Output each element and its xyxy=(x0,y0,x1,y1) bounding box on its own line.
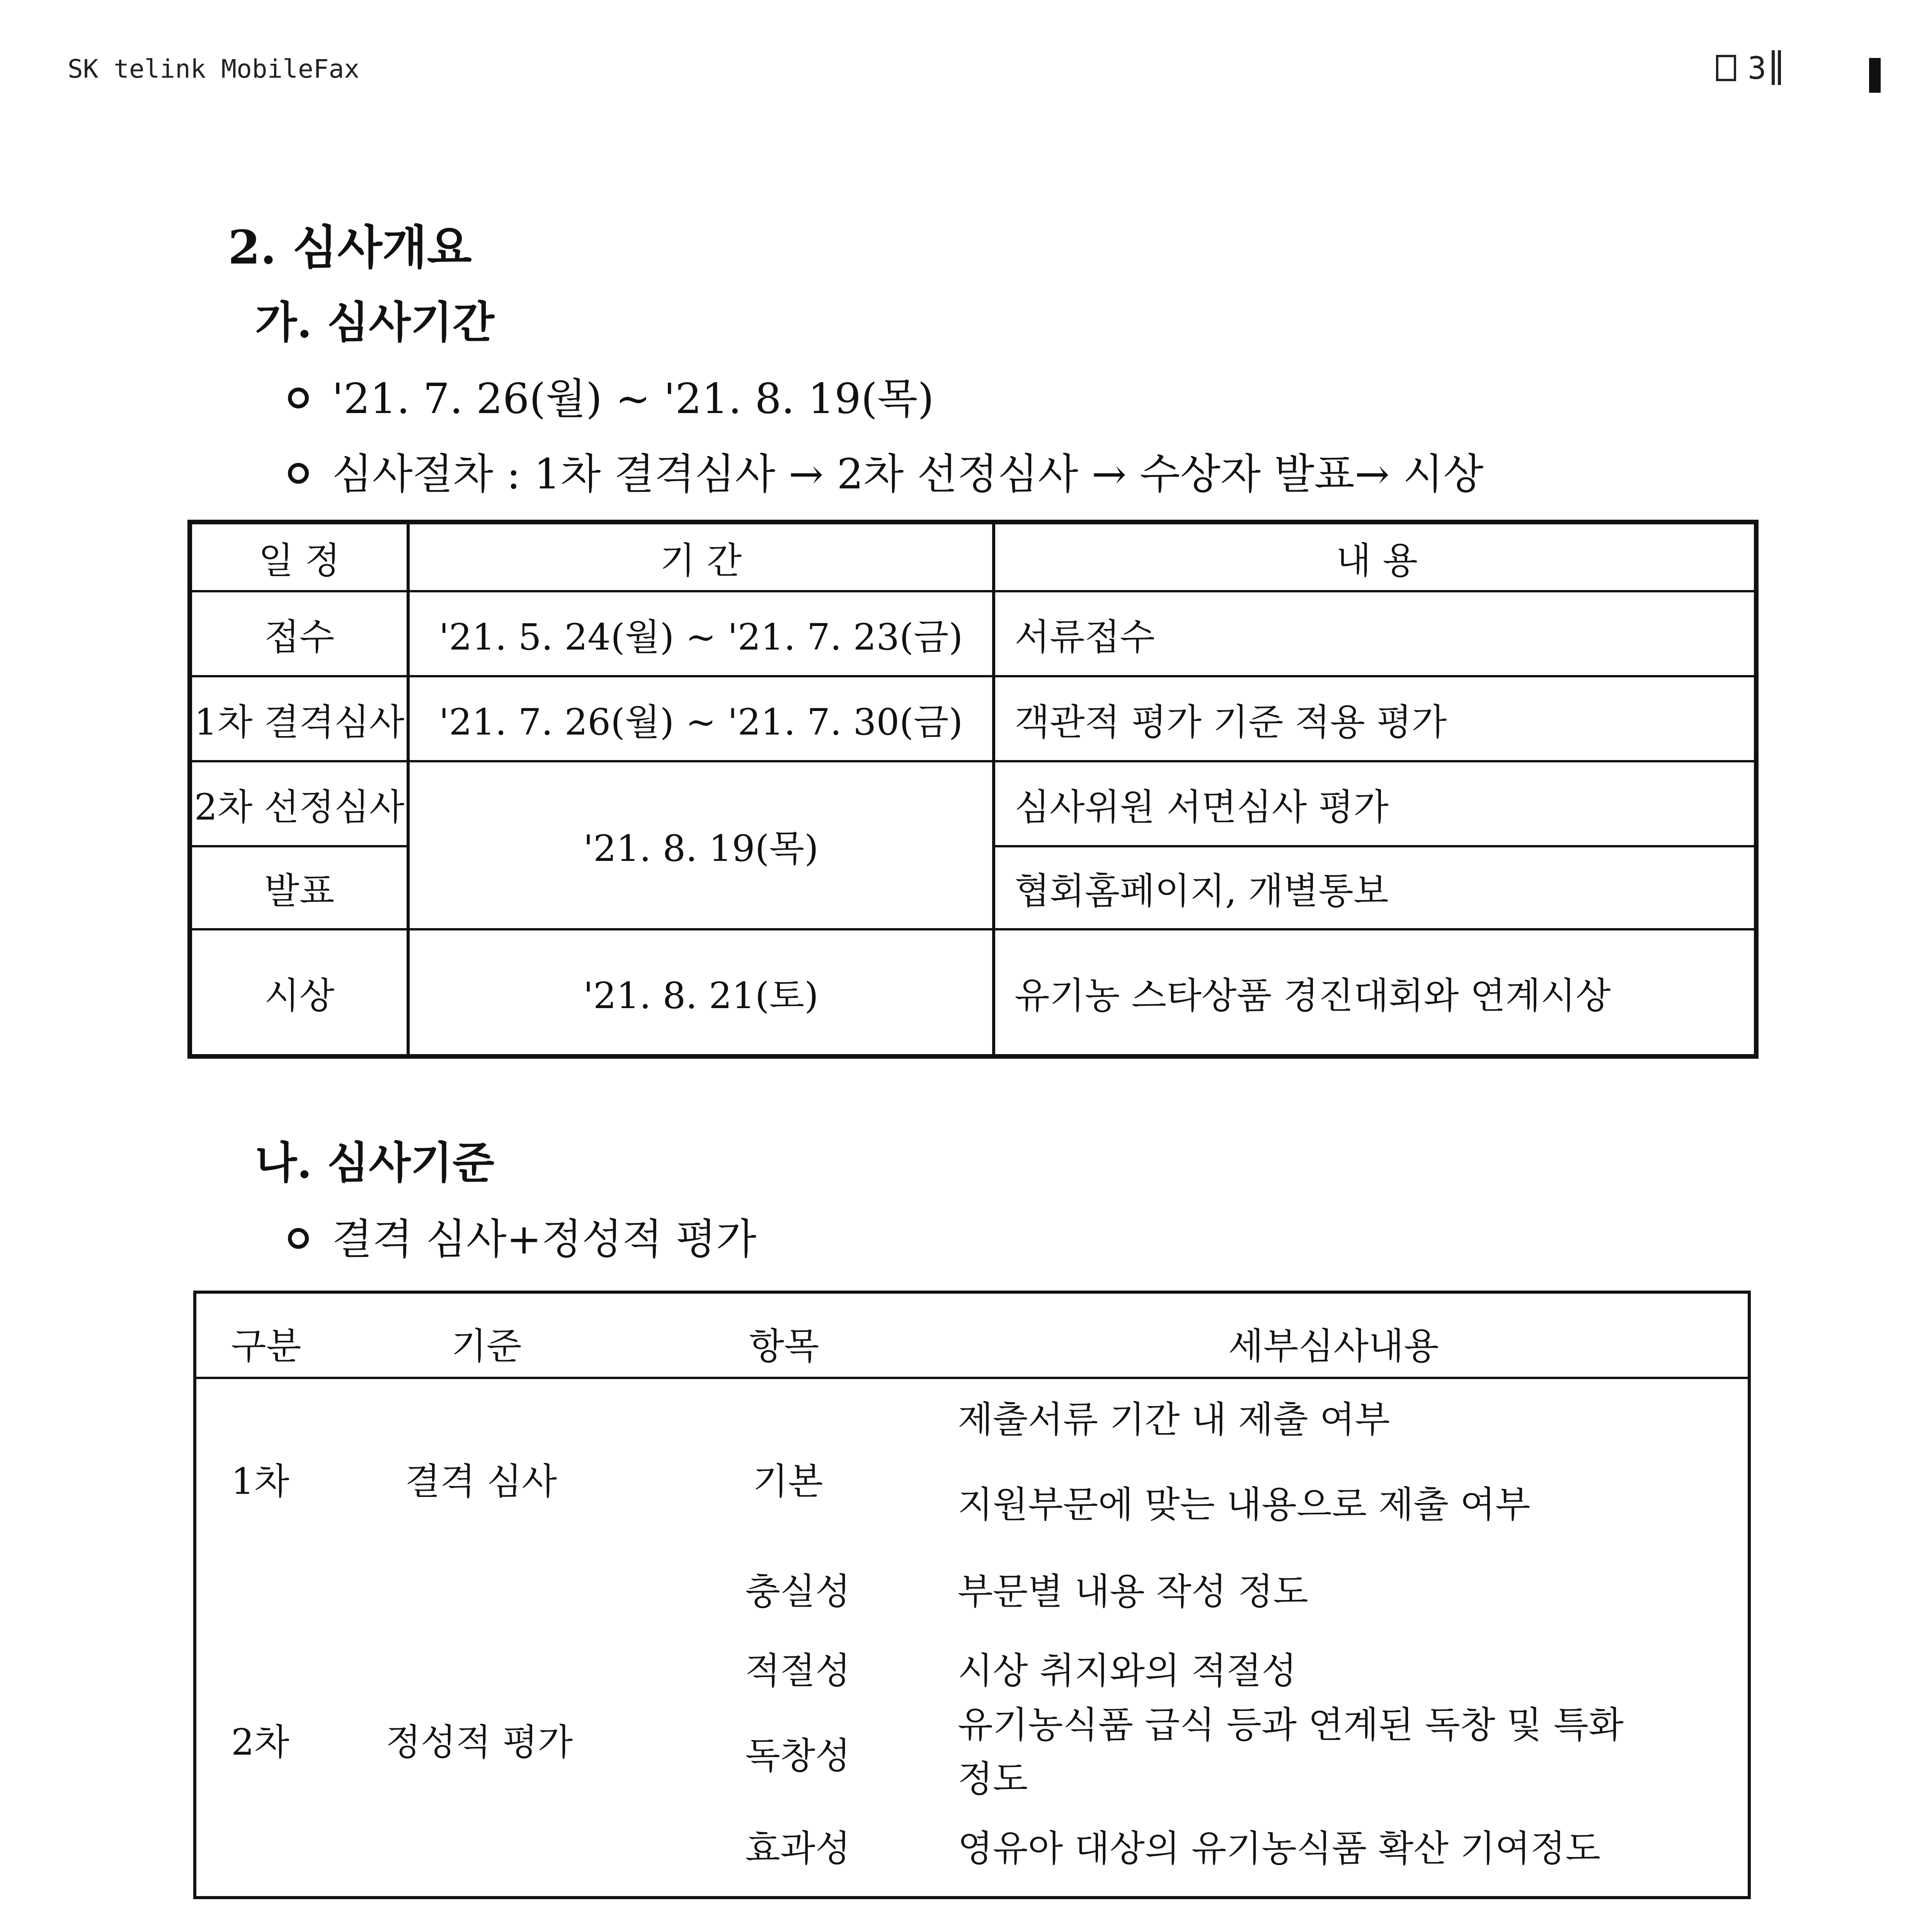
round2-detail-continued: 정도 xyxy=(958,1758,1028,1800)
section2-title: 2. 심사개요 xyxy=(228,220,472,275)
table-cell-stage: 발표 xyxy=(264,870,335,912)
criteria-header-detail: 세부심사내용 xyxy=(1228,1325,1439,1367)
double-bar-icon xyxy=(1772,50,1781,85)
document-icon xyxy=(1716,55,1736,81)
page-number-value: 3 xyxy=(1748,50,1767,86)
round1-criterion: 결격 심사 xyxy=(405,1461,557,1503)
table-header-period: 기 간 xyxy=(660,539,742,582)
round2-item: 적절성 xyxy=(745,1650,851,1692)
fax-header-label: SK telink MobileFax xyxy=(68,54,359,84)
review-period-text: '21. 7. 26(월) ~ '21. 8. 19(목) xyxy=(332,375,934,423)
table-divider xyxy=(992,524,995,1054)
table-cell-period: '21. 5. 24(월) ~ '21. 7. 23(금) xyxy=(439,616,963,658)
round2-label: 2차 xyxy=(231,1721,289,1764)
table-cell-stage: 시상 xyxy=(264,975,335,1017)
page-number xyxy=(1716,50,1781,86)
table-cell-content: 객관적 평가 기준 적용 평가 xyxy=(1015,701,1447,743)
round1-detail: 지원부문에 맞는 내용으로 제출 여부 xyxy=(958,1484,1531,1526)
criteria-text: 결격 심사+정성적 평가 xyxy=(332,1215,757,1264)
round2-item: 효과성 xyxy=(745,1828,851,1870)
round1-label: 1차 xyxy=(231,1461,289,1503)
table-cell-stage: 접수 xyxy=(264,616,335,658)
table-cell-content: 심사위원 서면심사 평가 xyxy=(1015,786,1389,828)
round2-detail: 유기농식품 급식 등과 연계된 독창 및 특화 xyxy=(958,1704,1624,1746)
round2-item: 충실성 xyxy=(745,1571,851,1613)
table-cell-content: 유기농 스타상품 경진대회와 연계시상 xyxy=(1015,975,1611,1017)
table-cell-period: '21. 8. 21(토) xyxy=(583,975,819,1017)
round1-detail: 제출서류 기간 내 제출 여부 xyxy=(958,1399,1390,1441)
schedule-table xyxy=(187,520,1759,1059)
section2-sub-b-title: 나. 심사기준 xyxy=(255,1138,494,1188)
round2-detail: 시상 취지와의 적절성 xyxy=(958,1650,1297,1692)
round1-item: 기본 xyxy=(753,1461,823,1503)
review-period-bullet xyxy=(288,365,934,425)
round2-item: 독창성 xyxy=(745,1735,851,1777)
round2-detail: 부문별 내용 작성 정도 xyxy=(958,1571,1308,1613)
table-cell-stage: 2차 선정심사 xyxy=(194,786,405,828)
table-cell-content: 서류접수 xyxy=(1015,616,1155,658)
round2-criterion: 정성적 평가 xyxy=(386,1721,573,1764)
table-cell-period-merged: '21. 8. 19(목) xyxy=(583,828,819,870)
criteria-header-standard: 기준 xyxy=(451,1325,522,1367)
table-header-content: 내 용 xyxy=(1336,539,1418,582)
table-cell-stage: 1차 결격심사 xyxy=(194,701,405,743)
criteria-header-item: 항목 xyxy=(749,1325,819,1367)
table-cell-content: 협회홈페이지, 개별통보 xyxy=(1015,870,1389,912)
review-procedure-text: 심사절차 : 1차 결격심사 → 2차 선정심사 → 수상자 발표→ 시상 xyxy=(332,450,1484,498)
section2-sub-a-title: 가. 심사기간 xyxy=(255,297,494,348)
fax-edge-mark xyxy=(1869,58,1881,93)
circle-bullet-icon xyxy=(288,1228,309,1249)
criteria-header-division: 구분 xyxy=(231,1325,301,1367)
circle-bullet-icon xyxy=(288,388,309,408)
round2-detail: 영유아 대상의 유기농식품 확산 기여정도 xyxy=(958,1828,1601,1870)
table-cell-period: '21. 7. 26(월) ~ '21. 7. 30(금) xyxy=(439,701,963,743)
table-header-stage: 일 정 xyxy=(258,539,340,582)
criteria-bullet xyxy=(288,1206,756,1265)
circle-bullet-icon xyxy=(288,463,309,484)
criteria-table xyxy=(193,1291,1751,1899)
table-divider xyxy=(196,1377,1748,1379)
review-procedure-bullet xyxy=(288,440,1483,500)
table-divider xyxy=(407,524,410,1054)
